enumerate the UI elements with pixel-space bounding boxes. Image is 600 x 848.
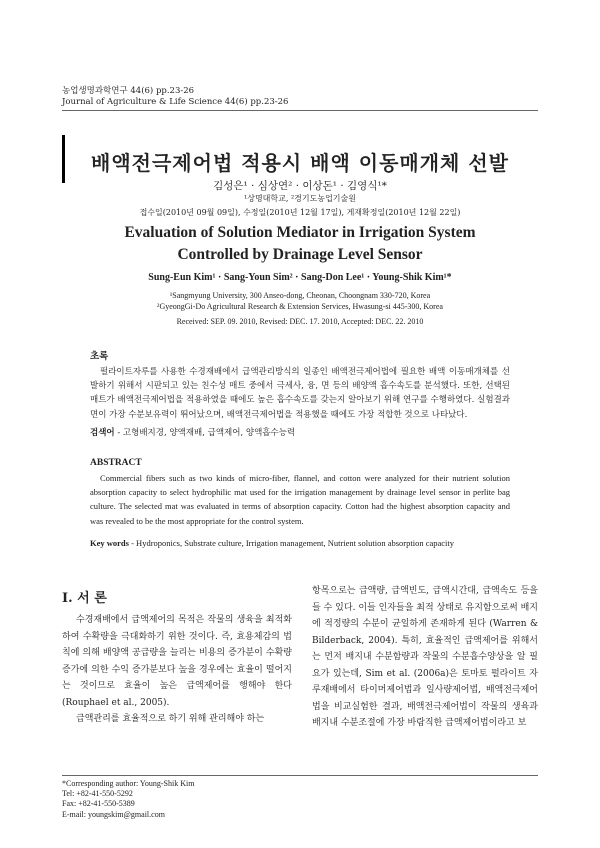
telephone: Tel: +82-41-550-5292 <box>62 789 133 799</box>
fax: Fax: +82-41-550-5389 <box>62 799 135 809</box>
english-abstract-heading: ABSTRACT <box>90 458 142 468</box>
english-received-dates: Received: SEP. 09. 2010, Revised: DEC. 17. 2010, Accepted: DEC. 22. 2010 <box>176 317 424 326</box>
journal-name-kr: 농업생명과학연구 44(6) pp.23-26 <box>62 86 195 96</box>
right-column <box>312 583 538 732</box>
english-abstract-body: Commercial fibers such as two kinds of micro-fiber, flannel, and cotton were analyzed for their nutrient solution absorption capacity to select hydrophilic mat used for the irrigation management by drainage level sensor in perlite bag culture. The selected mat was evaluated in terms of absorption capacity. Cotton had the highest absorption capacity and was revealed to be the most appropriate for the control system. <box>90 473 510 526</box>
affiliation-2: ²GyeongGi-Do Agricultural Research & Extension Services, Hwasung-si 445-300, Korea <box>157 302 443 311</box>
english-keywords <box>90 536 510 550</box>
korean-title: 배액전극제어법 적용시 배액 이동매개체 선발 <box>91 151 509 175</box>
english-abstract <box>90 458 510 550</box>
korean-abstract <box>90 348 510 440</box>
english-affiliations <box>0 290 600 312</box>
footnote-divider <box>62 775 538 776</box>
section-1-title: Ⅰ. 서 론 <box>62 591 107 606</box>
korean-authors: 김성은¹ · 심상연² · 이상돈¹ · 김영식¹* <box>213 180 387 192</box>
korean-abstract-body: 펄라이트자루를 사용한 수경재배에서 급액관리방식의 일종인 배액전극제어법에 필요한 배액 이동매개체를 선발하기 위해서 시판되고 있는 친수성 매트 중에서 극세사, 융, 면 등의 배양액 흡수속도를 분석했다. 또한, 선택된 매트가 배액전극제어법을 적용하였을 때에도 높은 흡수속도를 갖는지 알아보기 위해 연구를 수행하였다. 실험결과 면이 가장 수분보유력이 뛰어났으며, 배액전극제어법을 적용했을 때에도 가장 적합한 것으로 나타났다. <box>90 367 510 420</box>
intro-paragraph-continued: 항목으로는 급액량, 급액빈도, 급액시간대, 급액속도 등을 들 수 있다. 이들 인자들을 최적 상태로 유지함으로써 배지에 적정량의 수분이 균일하게 존재하게 된다 (Warren & Bilderback, 2004). 특히, 효율적인 급액제어를 위해서는 먼저 배지내 수분함량과 작물의 수분흡수양상을 알 필요가 있는데, Sim et al. (2006a)은 토마토 펄라이트 자루재배에서 타이머제어법과 일사량제어법, 배액전극제어법을 비교실험한 결과, 배액전극제어법이 작물의 생육과 배지내 수분조절에 가장 바람직한 급액제어법이라고 보 <box>312 586 538 728</box>
email: E-mail: youngskim@gmail.com <box>62 809 165 819</box>
korean-abstract-heading: 초록 <box>90 351 109 362</box>
korean-keywords-label: 검색어 <box>90 427 115 438</box>
korean-affiliations: ¹상명대학교, ²경기도농업기술원 <box>244 194 356 203</box>
korean-keywords-list: - 고형배지경, 양액재배, 급액제어, 양액흡수능력 <box>114 427 296 438</box>
journal-header <box>62 86 288 108</box>
footnote <box>62 779 194 820</box>
left-column <box>62 612 292 728</box>
korean-received-dates: 접수일(2010년 09월 09일), 수정일(2010년 12월 17일), 게재확정일(2010년 12월 22일) <box>139 208 461 217</box>
english-keywords-label: Key words <box>90 537 129 548</box>
english-keywords-list: - Hydroponics, Substrate culture, Irrigation management, Nutrient solution absorption capacity <box>128 537 455 548</box>
journal-name-en: Journal of Agriculture & Life Science 44(6) pp.23-26 <box>62 97 289 107</box>
english-title <box>0 222 600 266</box>
corresponding-author: *Corresponding author: Young-Shik Kim <box>62 779 195 788</box>
english-title-text: Evaluation of Solution Mediator in Irrigation System Controlled by Drainage Level Sensor <box>124 224 476 263</box>
affiliation-1: ¹Sangmyung University, 300 Anseo-dong, Cheonan, Choongnam 330-720, Korea <box>169 291 431 300</box>
korean-keywords <box>90 426 510 440</box>
intro-paragraph-1: 수경재배에서 급액제어의 목적은 작물의 생육을 최적화하여 수확량을 극대화하기 위한 것이다. 즉, 효용체감의 법칙에 의해 배양액 공급량을 늘리는 비용의 증가분이 수확량 증가에 의한 수익 증가분보다 높을 경우에는 효율이 떨어지는 것이므로 효율이 높은 급액제어를 행해야 한다 (Rouphael et al., 2005). <box>62 615 292 708</box>
header-divider <box>62 110 538 111</box>
intro-paragraph-2: 급액관리를 효율적으로 하기 위해 관리해야 하는 <box>76 714 265 724</box>
english-authors: Sung-Eun Kim¹ · Sang-Youn Sim² · Sang-Don Lee¹ · Young-Shik Kim¹* <box>148 272 452 283</box>
